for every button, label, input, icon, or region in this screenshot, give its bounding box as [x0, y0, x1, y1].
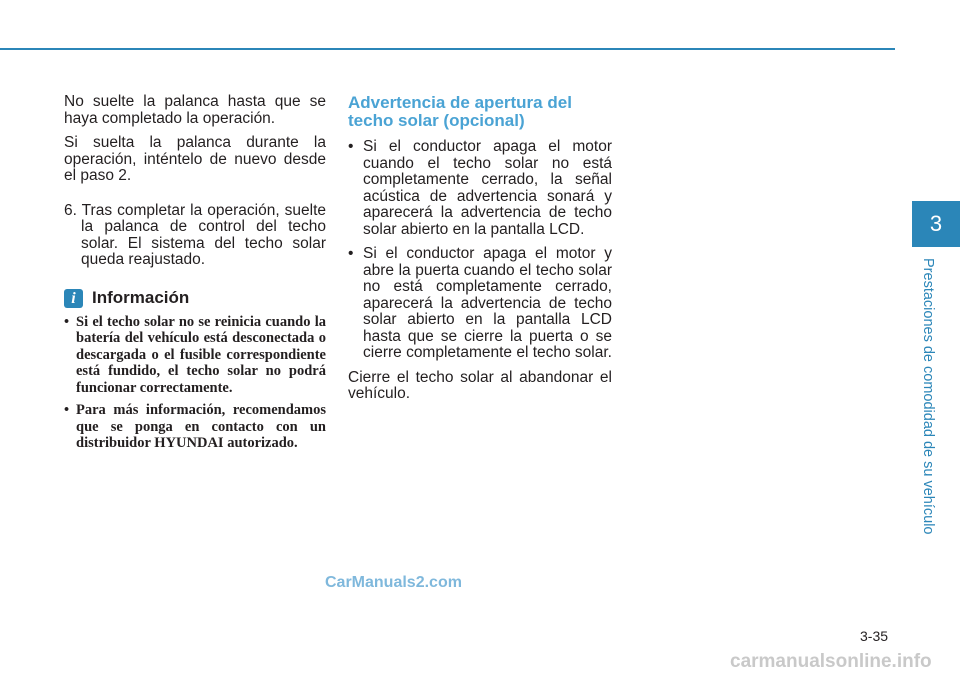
paragraph: No suelte la palanca hasta que se haya completado la operación. [64, 93, 326, 127]
info-item: • Si el techo solar no se reinicia cuando la batería del vehículo está desconectada o descargada o el fusible correspondiente está fundido, el techo solar no podrá funcionar correctamente. [64, 314, 326, 397]
paragraph: Si suelta la palanca durante la operación, inténtelo de nuevo desde el paso 2. [64, 134, 326, 184]
step-6: 6. Tras completar la operación, suelte la palanca de control del techo solar. El sistema del techo solar queda reajustado. [64, 201, 326, 268]
header-rule [0, 48, 895, 50]
info-list [64, 314, 326, 452]
info-title: Información [92, 287, 190, 307]
page-number: 3-35 [860, 628, 889, 644]
bullet-item: • Si el conductor apaga el motor cuando el techo solar no está completamente cerrado, la señal acústica de advertencia sonará y aparecerá la advertencia de techo solar abierto en la pantalla LCD. [348, 139, 612, 238]
watermark-top: CarManuals2.com [325, 574, 462, 591]
closing-paragraph: Cierre el techo solar al abandonar el vehículo. [348, 368, 612, 402]
info-header [64, 289, 326, 308]
bullet-item: • Si el conductor apaga el motor y abre la puerta cuando el techo solar no está completamente cerrado, aparecerá la advertencia de techo solar abierto en la pantalla LCD hasta que se cierre la puerta o se cierre completamente el techo solar. [348, 246, 612, 362]
chapter-title: Prestaciones de comodidad de su vehículo [920, 258, 936, 535]
watermark-bottom: carmanualsonline.info [730, 651, 932, 672]
right-column [348, 94, 612, 411]
info-icon: i [64, 289, 83, 308]
section-title: Advertencia de apertura del techo solar (opcional) [348, 93, 572, 130]
left-column [64, 94, 326, 458]
chapter-tab: 3 [912, 201, 960, 247]
warning-bullets [348, 139, 612, 362]
info-item: • Para más información, recomendamos que se ponga en contacto con un distribuidor HYUNDAI autorizado. [64, 402, 326, 452]
